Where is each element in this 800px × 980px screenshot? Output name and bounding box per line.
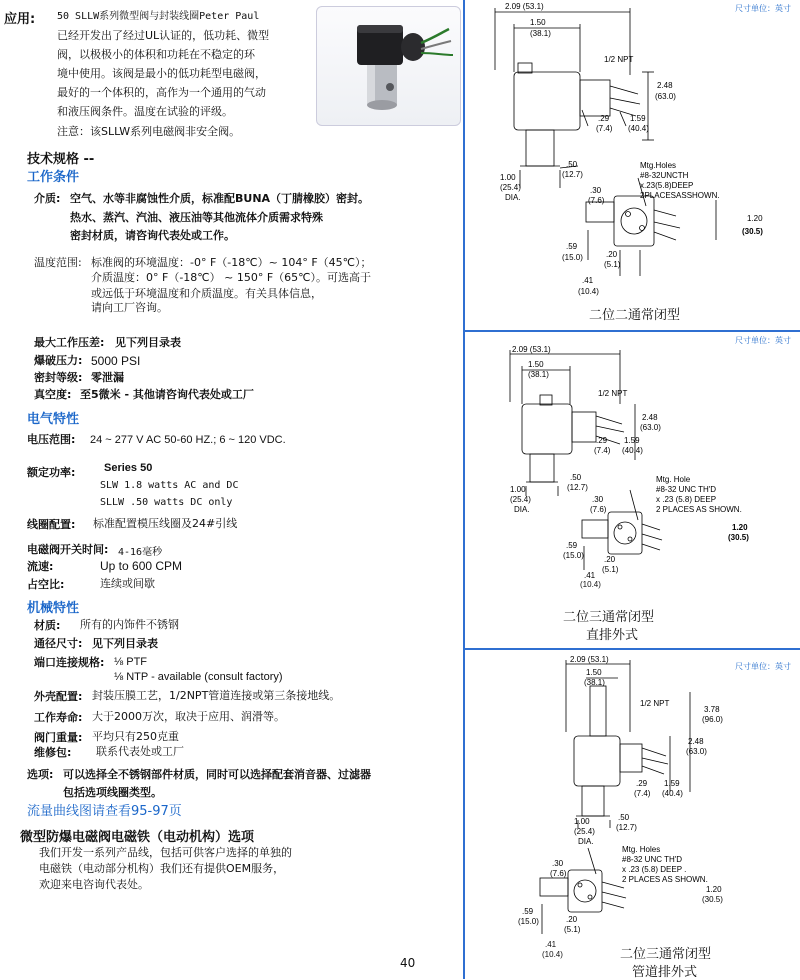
dim-20-mm: (5.1) bbox=[604, 260, 621, 269]
application-note: 注意：该SLLW系列电磁阀非安全阀。 bbox=[57, 125, 241, 138]
port-label: 端口连接规格: bbox=[34, 656, 105, 669]
holes-line-4: 2 PLACES AS SHOWN. bbox=[656, 505, 742, 514]
dim-120: 1.20 bbox=[747, 214, 763, 223]
kit-label: 维修包: bbox=[34, 746, 72, 759]
life-label: 工作寿命: bbox=[34, 711, 83, 724]
housing-value: 封装压膜工艺，1/2NPT管道连接或第三条接地线。 bbox=[92, 689, 341, 702]
voltage-value: 24 ~ 277 V AC 50-60 HZ.; 6 ~ 120 VDC. bbox=[90, 434, 286, 446]
dim-29: .29 bbox=[636, 779, 648, 788]
dim-30-mm: (7.6) bbox=[550, 869, 567, 878]
dim-120-mm: (30.5) bbox=[742, 227, 763, 236]
dim-30-mm: (7.6) bbox=[590, 505, 607, 514]
dim-29: .29 bbox=[596, 436, 608, 445]
dim-width-outer: 2.09 (53.1) bbox=[570, 655, 609, 664]
options-line: 可以选择全不锈钢部件材质，同时可以选择配套消音器、过滤器 bbox=[63, 768, 371, 781]
dim-159-mm: (40.4) bbox=[622, 446, 643, 455]
port-value: ⅛ PTF bbox=[114, 656, 148, 668]
voltage-label: 电压范围: bbox=[27, 433, 76, 446]
dim-height: 2.48 bbox=[657, 81, 673, 90]
explosion-line: 电磁铁（电动部分机构）我们还有提供OEM服务， bbox=[39, 862, 285, 875]
dimension-drawing-3way-piped bbox=[470, 652, 800, 942]
media-line: 空气、水等非腐蚀性介质，标准配BUNA（丁腈橡胶）密封。 bbox=[70, 192, 370, 205]
switch-time-value: 4-16毫秒 bbox=[118, 547, 163, 558]
dim-29-mm: (7.4) bbox=[634, 789, 651, 798]
duty-label: 占空比: bbox=[27, 578, 65, 591]
dim-50-mm: (12.7) bbox=[616, 823, 637, 832]
dim-height-mm: (63.0) bbox=[655, 92, 676, 101]
life-value: 大于2000万次，取决于应用、润滑等。 bbox=[92, 710, 285, 723]
dim-29-mm: (7.4) bbox=[596, 124, 613, 133]
seal-level-label: 密封等级: bbox=[34, 371, 83, 384]
dim-20: .20 bbox=[606, 250, 618, 259]
dim-120-mm: (30.5) bbox=[702, 895, 723, 904]
dim-41-mm: (10.4) bbox=[578, 287, 599, 296]
dim-59: .59 bbox=[566, 541, 578, 550]
holes-line-2: #8-32 UNC TH'D bbox=[622, 855, 683, 864]
duty-value: 连续或间歇 bbox=[100, 577, 155, 590]
holes-line-3: x.23(5.8)DEEP bbox=[640, 181, 694, 190]
dim-50: .50 bbox=[566, 160, 578, 169]
dim-59-mm: (15.0) bbox=[562, 253, 583, 262]
housing-label: 外壳配置: bbox=[34, 690, 83, 703]
working-conditions-title: 工作条件 bbox=[27, 170, 80, 185]
section-divider bbox=[463, 330, 800, 332]
temp-line: 或远低于环境温度和介质温度。有关具体信息， bbox=[91, 287, 322, 300]
dimension-drawing-3way-direct bbox=[470, 340, 800, 580]
dim-50-mm: (12.7) bbox=[567, 483, 588, 492]
dim-159: 1.59 bbox=[624, 436, 640, 445]
application-line: 境中使用。该阀是最小的低功耗型电磁阀， bbox=[57, 67, 266, 80]
dim-120: 1.20 bbox=[732, 523, 748, 532]
holes-line-3: x .23 (5.8) DEEP bbox=[656, 495, 717, 504]
application-line: 50 SLLW系列微型阀与封装线圈Peter Paul bbox=[57, 11, 260, 22]
dim-41: .41 bbox=[545, 940, 557, 949]
power-line: SLW 1.8 watts AC and DC bbox=[100, 480, 239, 491]
dim-41: .41 bbox=[582, 276, 594, 285]
dim-50-mm: (12.7) bbox=[562, 170, 583, 179]
dim-height: 2.48 bbox=[688, 737, 704, 746]
application-line: 和液压阀条件。温度在试验的评级。 bbox=[57, 105, 233, 118]
dim-59-mm: (15.0) bbox=[563, 551, 584, 560]
dim-height-top-mm: (96.0) bbox=[702, 715, 723, 724]
options-label: 选项: bbox=[27, 768, 54, 781]
dim-30: .30 bbox=[552, 859, 564, 868]
spec-title: 技术规格 -- bbox=[27, 152, 95, 167]
dim-dia-label: DIA. bbox=[578, 837, 594, 846]
options-line: 包括选项线圈类型。 bbox=[63, 786, 162, 799]
dim-width-inner: 1.50 bbox=[528, 360, 544, 369]
section-divider bbox=[463, 648, 800, 650]
dim-50: .50 bbox=[570, 473, 582, 482]
dim-npt: 1/2 NPT bbox=[598, 389, 628, 398]
dim-41-mm: (10.4) bbox=[542, 950, 563, 959]
seal-level-value: 零泄漏 bbox=[91, 371, 124, 384]
dim-59: .59 bbox=[522, 907, 534, 916]
dim-30-mm: (7.6) bbox=[588, 196, 605, 205]
dim-120-mm: (30.5) bbox=[728, 533, 749, 542]
application-line: 已经开发出了经过UL认证的，低功耗、微型 bbox=[57, 29, 270, 42]
holes-line-1: Mtg. Holes bbox=[622, 845, 661, 854]
diagram-caption: 管道排外式 bbox=[632, 965, 698, 980]
dim-20-mm: (5.1) bbox=[602, 565, 619, 574]
dim-height: 2.48 bbox=[642, 413, 658, 422]
holes-line-1: Mtg.Holes bbox=[640, 161, 677, 170]
dim-dia-mm: (25.4) bbox=[500, 183, 521, 192]
dim-dia-mm: (25.4) bbox=[574, 827, 595, 836]
burst-pressure-value: 5000 PSI bbox=[91, 354, 141, 368]
dim-dia-mm: (25.4) bbox=[510, 495, 531, 504]
explosion-line: 欢迎来电咨询代表处。 bbox=[39, 878, 149, 891]
dim-width-outer: 2.09 (53.1) bbox=[505, 2, 544, 11]
vacuum-value: 至5微米 - 其他请咨询代表处或工厂 bbox=[80, 388, 254, 401]
dim-30: .30 bbox=[592, 495, 604, 504]
dim-width-inner-mm: (38.1) bbox=[584, 678, 605, 687]
dim-npt: 1/2 NPT bbox=[604, 55, 634, 64]
media-line: 热水、蒸汽、汽油、液压油等其他流体介质需求特殊 bbox=[70, 211, 323, 224]
unit-label: 尺寸单位：英寸 bbox=[735, 4, 791, 13]
temp-line: 标准阀的环境温度：-0° F（-18℃）~ 104° F（45℃）； bbox=[91, 256, 372, 269]
diagram-caption: 二位三通常闭型 bbox=[620, 947, 712, 962]
diagram-caption: 二位三通常闭型 bbox=[563, 610, 655, 625]
dim-20-mm: (5.1) bbox=[564, 925, 581, 934]
unit-label: 尺寸单位：英寸 bbox=[735, 336, 791, 345]
flow-curve-note: 流量曲线图请查看95-97页 bbox=[27, 804, 182, 819]
dim-59: .59 bbox=[566, 242, 578, 251]
kit-value: 联系代表处或工厂 bbox=[96, 745, 184, 758]
dim-41: .41 bbox=[584, 571, 596, 580]
diagram-caption: 二位二通常闭型 bbox=[589, 308, 681, 323]
dim-height-mm: (63.0) bbox=[686, 747, 707, 756]
mechanical-title: 机械特性 bbox=[27, 601, 80, 616]
flow-label: 流速: bbox=[27, 560, 54, 573]
holes-line-3: x .23 (5.8) DEEP . bbox=[622, 865, 687, 874]
max-pressure-value: 见下列目录表 bbox=[115, 336, 181, 349]
dim-width-inner-mm: (38.1) bbox=[528, 370, 549, 379]
dim-dia: 1.00 bbox=[574, 817, 590, 826]
holes-line-2: #8-32UNCTH bbox=[640, 171, 689, 180]
dim-height-top: 3.78 bbox=[704, 705, 720, 714]
unit-label: 尺寸单位：英寸 bbox=[735, 662, 791, 671]
burst-pressure-label: 爆破压力: bbox=[34, 354, 83, 367]
dim-dia-label: DIA. bbox=[505, 193, 521, 202]
dim-159-mm: (40.4) bbox=[662, 789, 683, 798]
temp-line: 请向工厂咨询。 bbox=[91, 301, 168, 314]
dim-159-mm: (40.4) bbox=[628, 124, 649, 133]
dim-width-inner: 1.50 bbox=[586, 668, 602, 677]
dim-41-mm-2: (10.4) bbox=[580, 580, 601, 589]
holes-line-4: 2 PLACES AS SHOWN. bbox=[622, 875, 708, 884]
weight-label: 阀门重量: bbox=[34, 731, 83, 744]
diagram-caption: 直排外式 bbox=[586, 628, 639, 643]
holes-line-4: 2PLACESASSHOWN. bbox=[640, 191, 720, 200]
orifice-value: 见下列目录表 bbox=[92, 637, 158, 650]
power-label: 额定功率: bbox=[27, 466, 76, 479]
dim-dia-label: DIA. bbox=[514, 505, 530, 514]
weight-value: 平均只有250克重 bbox=[92, 730, 179, 743]
column-divider bbox=[463, 0, 465, 979]
dim-20: .20 bbox=[566, 915, 578, 924]
dim-dia: 1.00 bbox=[500, 173, 516, 182]
vacuum-label: 真空度: bbox=[34, 388, 72, 401]
power-line: SLLW .50 watts DC only bbox=[100, 497, 233, 508]
temp-label: 温度范围: bbox=[34, 256, 82, 269]
dim-width-outer: 2.09 (53.1) bbox=[512, 345, 551, 354]
coil-value: 标准配置模压线圈及24#引线 bbox=[93, 517, 238, 530]
application-line: 最好的一个体积的，高作为一个通用的气动 bbox=[57, 86, 266, 99]
flow-value: Up to 600 CPM bbox=[100, 559, 183, 573]
dim-20: .20 bbox=[604, 555, 616, 564]
dim-159: 1.59 bbox=[630, 114, 646, 123]
max-pressure-label: 最大工作压差: bbox=[34, 336, 105, 349]
coil-label: 线圈配置: bbox=[27, 518, 76, 531]
holes-line-1: Mtg. Hole bbox=[656, 475, 691, 484]
switch-time-label: 电磁阀开关时间: bbox=[27, 543, 109, 556]
page-number: 40 bbox=[400, 956, 416, 970]
dim-npt: 1/2 NPT bbox=[640, 699, 670, 708]
explosion-title: 微型防爆电磁阀电磁铁（电动机构）选项 bbox=[20, 830, 255, 845]
application-label: 应用: bbox=[4, 12, 36, 27]
port-value: ⅛ NTP - available (consult factory) bbox=[114, 671, 283, 683]
application-line: 阀，以极极小的体积和功耗在不稳定的环 bbox=[57, 48, 255, 61]
dim-50: .50 bbox=[618, 813, 630, 822]
dim-29: .29 bbox=[598, 114, 610, 123]
dim-30: .30 bbox=[590, 186, 602, 195]
orifice-label: 通径尺寸: bbox=[34, 637, 83, 650]
power-series: Series 50 bbox=[104, 462, 153, 474]
dim-29-mm: (7.4) bbox=[594, 446, 611, 455]
dim-159: 1.59 bbox=[664, 779, 680, 788]
material-value: 所有的内饰件不锈钢 bbox=[80, 618, 179, 631]
dim-width-inner-mm: (38.1) bbox=[530, 29, 551, 38]
media-line: 密封材质，请咨询代表处或工作。 bbox=[70, 229, 235, 242]
temp-line: 介质温度：0° F（-18℃） ~ 150° F（65℃）。可选高于 bbox=[91, 271, 372, 284]
dim-59-mm: (15.0) bbox=[518, 917, 539, 926]
media-label: 介质: bbox=[34, 192, 61, 205]
dimension-drawing-2way bbox=[470, 0, 800, 315]
dim-dia: 1.00 bbox=[510, 485, 526, 494]
dim-height-mm: (63.0) bbox=[640, 423, 661, 432]
dim-width-inner: 1.50 bbox=[530, 18, 546, 27]
material-label: 材质: bbox=[34, 619, 61, 632]
explosion-line: 我们开发一系列产品线，包括可供客户选择的单独的 bbox=[39, 846, 292, 859]
dim-120: 1.20 bbox=[706, 885, 722, 894]
holes-line-2: #8-32 UNC TH'D bbox=[656, 485, 717, 494]
product-photo bbox=[316, 6, 461, 126]
electrical-title: 电气特性 bbox=[27, 412, 80, 427]
